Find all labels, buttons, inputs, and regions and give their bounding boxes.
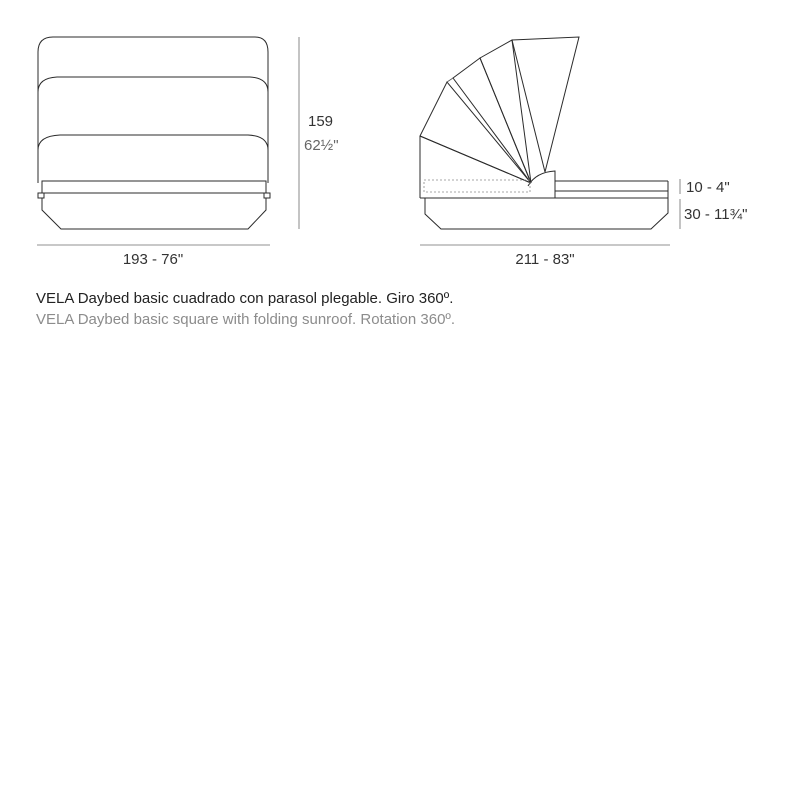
sunroof-fold-line bbox=[447, 78, 453, 82]
side-hidden-cushion bbox=[424, 180, 530, 192]
side-length-label: 211 - 83" bbox=[515, 251, 575, 268]
side-base bbox=[425, 198, 668, 229]
side-view bbox=[420, 37, 668, 229]
front-view bbox=[38, 37, 270, 229]
sunroof-panel-2 bbox=[453, 58, 531, 183]
height-in-label: 62½" bbox=[304, 137, 339, 154]
sunroof-panel-4 bbox=[512, 37, 579, 172]
front-canopy-back-panel bbox=[38, 37, 268, 183]
caption-spanish: VELA Daybed basic cuadrado con parasol plegable. Giro 360º. bbox=[36, 290, 454, 307]
front-left-clamp bbox=[38, 193, 44, 198]
caption-english: VELA Daybed basic square with folding sunroof. Rotation 360º. bbox=[36, 311, 456, 328]
front-width-label: 193 - 76" bbox=[122, 251, 184, 268]
side-backrest bbox=[420, 136, 531, 198]
base-height-label: 30 - 11¾" bbox=[684, 206, 748, 223]
front-base bbox=[42, 198, 266, 229]
front-canopy-front-panel bbox=[38, 135, 268, 183]
front-mattress bbox=[42, 181, 266, 193]
sunroof-panel-1 bbox=[420, 82, 531, 183]
cushion-height-label: 10 - 4" bbox=[686, 179, 730, 196]
front-right-clamp bbox=[264, 193, 270, 198]
front-canopy-middle-panel bbox=[38, 77, 268, 183]
sunroof-panel-3 bbox=[480, 40, 531, 183]
height-cm-label: 159 bbox=[308, 113, 334, 130]
sunroof-hinge bbox=[528, 171, 555, 198]
